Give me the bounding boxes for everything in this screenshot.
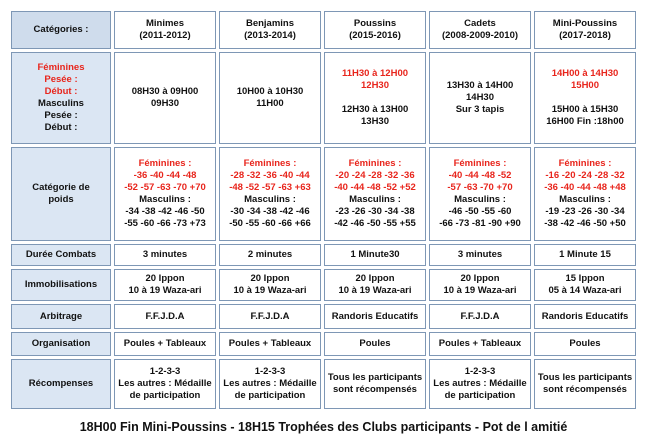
duree-cadets: 3 minutes [429,244,531,266]
column-header-benjamins: Benjamins (2013-2014) [219,11,321,49]
arbitrage-benjamins: F.F.J.D.A [219,304,321,329]
immo-minimes: 20 Ippon 10 à 19 Waza-ari [114,269,216,301]
organisation-benjamins: Poules + Tableaux [219,332,321,356]
immobilisations-label: Immobilisations [11,269,111,301]
organisation-mini-poussins: Poules [534,332,636,356]
duree-benjamins: 2 minutes [219,244,321,266]
duree-label: Durée Combats [11,244,111,266]
poids-label: Catégorie de poids [11,147,111,241]
header-row [11,11,636,49]
arbitrage-cadets: F.F.J.D.A [429,304,531,329]
horaires-row [11,52,636,144]
duree-minimes: 3 minutes [114,244,216,266]
arbitrage-label: Arbitrage [11,304,111,329]
horaires-minimes: 08H30 à 09H00 09H30 [114,52,216,144]
recompenses-cadets: 1-2-3-3 Les autres : Médaille de participation [429,359,531,409]
organisation-poussins: Poules [324,332,426,356]
recompenses-minimes: 1-2-3-3 Les autres : Médaille de participation [114,359,216,409]
horaires-poussins: 11H30 à 12H00 12H30 12H30 à 13H00 13H30 [324,52,426,144]
column-header-minimes: Minimes (2011-2012) [114,11,216,49]
column-header-cadets: Cadets (2008-2009-2010) [429,11,531,49]
recompenses-row [11,359,636,409]
poids-mini-poussins: Féminines : -16 -20 -24 -28 -32 -36 -40 -44 -48 +48 Masculins : -19 -23 -26 -30 -34 -38 -42 -46 -50 +50 [534,147,636,241]
horaires-benjamins: 10H00 à 10H30 11H00 [219,52,321,144]
recompenses-poussins: Tous les participants sont récompensés [324,359,426,409]
arbitrage-mini-poussins: Randoris Educatifs [534,304,636,329]
immobilisations-row [11,269,636,301]
column-header-poussins: Poussins (2015-2016) [324,11,426,49]
footer-note: 18H00 Fin Mini-Poussins - 18H15 Trophées des Clubs participants - Pot de l amitié [79,420,568,434]
horaires-label: Féminines Pesée : Début : Masculins Pesée : Début : [11,52,111,144]
organisation-cadets: Poules + Tableaux [429,332,531,356]
schedule-table [8,8,639,412]
corner-label: Catégories : [11,11,111,49]
column-header-mini-poussins: Mini-Poussins (2017-2018) [534,11,636,49]
duree-mini-poussins: 1 Minute 15 [534,244,636,266]
arbitrage-poussins: Randoris Educatifs [324,304,426,329]
poids-poussins: Féminines : -20 -24 -28 -32 -36 -40 -44 -48 -52 +52 Masculins : -23 -26 -30 -34 -38 -42 -46 -50 -55 +55 [324,147,426,241]
poids-benjamins: Féminines : -28 -32 -36 -40 -44 -48 -52 -57 -63 +63 Masculins : -30 -34 -38 -42 -46 -50 -55 -60 -66 +66 [219,147,321,241]
immo-cadets: 20 Ippon 10 à 19 Waza-ari [429,269,531,301]
duree-row [11,244,636,266]
recompenses-benjamins: 1-2-3-3 Les autres : Médaille de participation [219,359,321,409]
poids-minimes: Féminines : -36 -40 -44 -48 -52 -57 -63 -70 +70 Masculins : -34 -38 -42 -46 -50 -55 -60 -66 -73 +73 [114,147,216,241]
organisation-label: Organisation [11,332,111,356]
organisation-minimes: Poules + Tableaux [114,332,216,356]
immo-poussins: 20 Ippon 10 à 19 Waza-ari [324,269,426,301]
recompenses-label: Récompenses [11,359,111,409]
organisation-row [11,332,636,356]
recompenses-mini-poussins: Tous les participants sont récompensés [534,359,636,409]
arbitrage-row [11,304,636,329]
immo-mini-poussins: 15 Ippon 05 à 14 Waza-ari [534,269,636,301]
poids-row [11,147,636,241]
duree-poussins: 1 Minute30 [324,244,426,266]
horaires-cadets: 13H30 à 14H00 14H30 Sur 3 tapis [429,52,531,144]
poids-cadets: Féminines : -40 -44 -48 -52 -57 -63 -70 +70 Masculins : -46 -50 -55 -60 -66 -73 -81 -90 +90 [429,147,531,241]
arbitrage-minimes: F.F.J.D.A [114,304,216,329]
immo-benjamins: 20 Ippon 10 à 19 Waza-ari [219,269,321,301]
horaires-mini-poussins: 14H00 à 14H30 15H00 15H00 à 15H30 16H00 Fin :18h00 [534,52,636,144]
